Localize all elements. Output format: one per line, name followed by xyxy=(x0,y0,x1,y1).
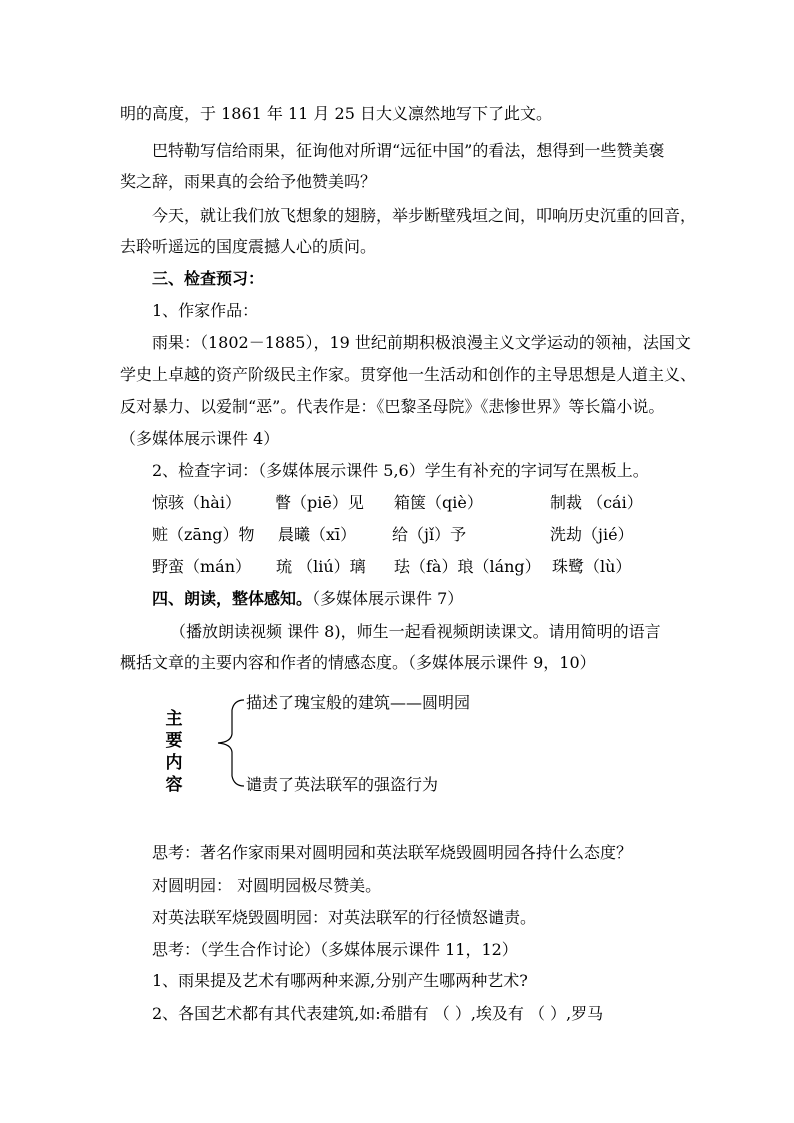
subsection-heading: 1、作家作品： xyxy=(152,301,259,320)
vocab-item: 瞥（piē）见 xyxy=(275,493,364,512)
paragraph-line: 对圆明园： 对圆明园极尽赞美。 xyxy=(152,876,382,895)
summary-label-char: 内 xyxy=(165,753,183,773)
vocab-item: 箱箧（qiè） xyxy=(394,493,483,512)
summary-branch-top: 描述了瑰宝般的建筑——圆明园 xyxy=(246,693,471,712)
summary-label-char: 主 xyxy=(165,709,183,729)
summary-label-char: 容 xyxy=(165,775,183,795)
summary-label xyxy=(162,708,186,796)
paragraph-line: 巴特勒写信给雨果，征询他对所谓“远征中国”的看法，想得到一些赞美褒 xyxy=(152,141,665,160)
vocab-item: 赃（zāng）物 xyxy=(152,525,255,544)
paragraph-line: 今天，就让我们放飞想象的翅膀，举步断壁残垣之间，叩响历史沉重的回音， xyxy=(152,206,697,225)
vocab-item: 珐（fà）琅（láng） xyxy=(394,557,541,576)
vocab-item: 制裁 （cái） xyxy=(550,493,643,512)
vocab-item: 珠鹭（lù） xyxy=(552,557,632,576)
paragraph-line: 学史上卓越的资产阶级民主作家。贯穿他一生活动和创作的主导思想是人道主义、 xyxy=(120,365,697,384)
paragraph-line: 思考：（学生合作讨论）（多媒体展示课件 11，12） xyxy=(152,940,518,959)
paragraph-line: （播放朗读视频 课件 8)，师生一起看视频朗读课文。请用简明的语言 xyxy=(170,622,661,641)
vocab-item: 琉 （liú）璃 xyxy=(276,557,366,576)
paragraph-line: 明的高度，于 1861 年 11 月 25 日大义凛然地写下了此文。 xyxy=(120,104,552,123)
vocab-item: 野蛮（mán） xyxy=(152,557,252,576)
question-item: 2、各国艺术都有其代表建筑,如:希腊有 （ ）,埃及有 （ ）,罗马 xyxy=(152,1004,604,1023)
vocab-item: 给（jǐ）予 xyxy=(392,525,467,544)
paragraph-line: 雨果：（1802－1885），19 世纪前期积极浪漫主义文学运动的领袖，法国文 xyxy=(152,333,691,352)
vocab-item: 惊骇（hài） xyxy=(152,493,241,512)
paragraph-line: 对英法联军烧毁圆明园：对英法联军的行径愤怒谴责。 xyxy=(152,908,537,927)
subsection-heading: 2、检查字词：（多媒体展示课件 5,6）学生有补充的字词写在黑板上。 xyxy=(152,461,649,480)
vocab-item: 洗劫（jié） xyxy=(550,525,634,544)
section-heading: 三、检查预习： xyxy=(152,269,265,288)
vocab-item: 晨曦（xī） xyxy=(278,525,357,544)
summary-label-char: 要 xyxy=(165,731,183,751)
paragraph-line: 反对暴力、以爱制“恶”。代表作是：《巴黎圣母院》《悲惨世界》等长篇小说。 xyxy=(120,397,665,416)
brace-connector xyxy=(212,698,248,788)
paragraph-line: 思考：著名作家雨果对圆明园和英法联军烧毁圆明园各持什么态度？ xyxy=(152,843,633,862)
paragraph-line: 去聆听遥远的国度震撼人心的质问。 xyxy=(120,237,377,256)
question-item: 1、雨果提及艺术有哪两种来源,分别产生哪两种艺术? xyxy=(152,971,528,990)
paragraph-line: 概括文章的主要内容和作者的情感态度。（多媒体展示课件 9，10） xyxy=(120,653,596,672)
paragraph-line: （多媒体展示课件 4） xyxy=(120,429,280,448)
section-heading-note: （多媒体展示课件 7） xyxy=(312,589,464,608)
section-heading-bold: 四、朗读，整体感知。 xyxy=(152,589,313,608)
paragraph-line: 奖之辞，雨果真的会给予他赞美吗？ xyxy=(120,172,377,191)
summary-branch-bottom: 谴责了英法联军的强盗行为 xyxy=(246,775,439,794)
section-heading xyxy=(152,588,463,610)
